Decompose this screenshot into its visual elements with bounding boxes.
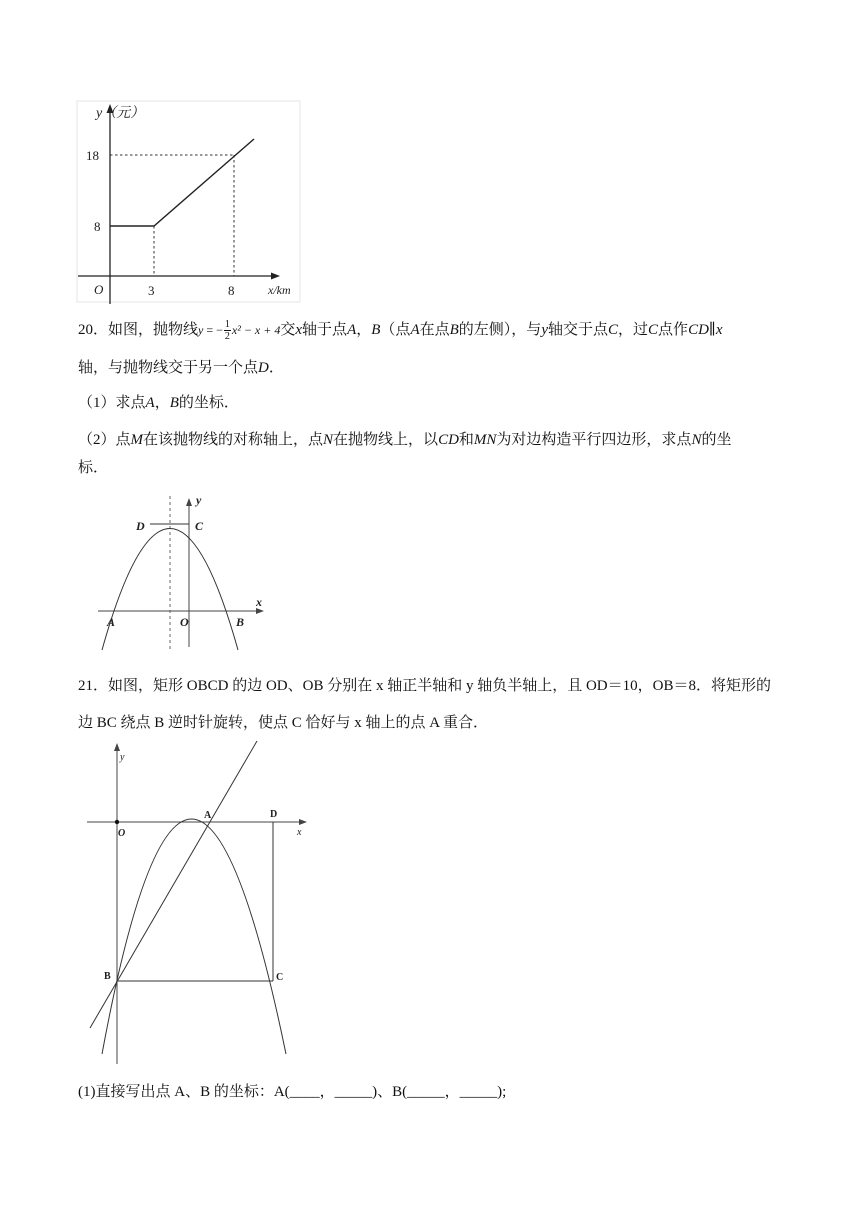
q21-line1 bbox=[78, 675, 788, 697]
var-CD: CD bbox=[688, 322, 709, 338]
q20-part2-d: 和 bbox=[458, 432, 474, 448]
part2-MN: MN bbox=[473, 432, 497, 448]
var-A2: A bbox=[410, 322, 420, 338]
formula-eq: = − bbox=[203, 323, 223, 337]
part2-N: N bbox=[323, 432, 334, 448]
tick-8: 8 bbox=[94, 219, 101, 234]
var-x2: x bbox=[715, 322, 723, 338]
formula-y: y bbox=[198, 323, 204, 337]
q20-text-2: 交 bbox=[280, 322, 296, 338]
parallel-sign: ∥ bbox=[708, 322, 716, 338]
y-axis-arrow bbox=[186, 498, 192, 506]
q20-part2-b: 在该抛物线的对称轴上，点 bbox=[143, 432, 324, 448]
label-x: x bbox=[256, 595, 262, 609]
q20-part2-line2-text: 标． bbox=[78, 460, 109, 476]
tick-18: 18 bbox=[86, 148, 99, 163]
x-axis-arrow bbox=[299, 819, 307, 825]
q21-part1 bbox=[78, 1081, 788, 1103]
label-O: O bbox=[180, 615, 189, 629]
label-A: A bbox=[204, 810, 212, 821]
q20-number: 20． bbox=[78, 322, 109, 338]
q20-text-1: 如图，抛物线 bbox=[108, 322, 199, 338]
part1-A: A bbox=[145, 395, 155, 411]
var-x: x bbox=[295, 322, 303, 338]
part1-B: B bbox=[169, 395, 179, 411]
var-B2: B bbox=[449, 322, 459, 338]
label-y: y bbox=[196, 493, 202, 507]
q20-line2-b: ． bbox=[268, 360, 284, 376]
q20-text-10: 点作 bbox=[658, 322, 689, 338]
part1-comma: ， bbox=[154, 395, 170, 411]
parabola-figure bbox=[92, 492, 272, 654]
label-y: y bbox=[120, 752, 125, 763]
q20-part2-e: 为对边构造平行四边形，求点 bbox=[496, 432, 692, 448]
label-C: C bbox=[195, 519, 204, 533]
q20-line2-a: 轴，与抛物线交于另一个点 bbox=[78, 360, 259, 376]
label-B: B bbox=[104, 971, 111, 982]
q21-part1-text: (1)直接写出点 A、B 的坐标：A(____，_____)、B(_____，_____); bbox=[78, 1084, 507, 1100]
var-B: B bbox=[371, 322, 381, 338]
q21-text-1: 如图，矩形 OBCD 的边 OD、OB 分别在 x 轴正半轴和 y 轴负半轴上，且 OD＝10，OB＝8．将矩形的 bbox=[108, 678, 771, 694]
q21-number: 21． bbox=[78, 678, 109, 694]
q21-text-2: 边 BC 绕点 B 逆时针旋转，使点 C 恰好与 x 轴上的点 A 重合． bbox=[78, 715, 489, 731]
q20-line2 bbox=[78, 357, 788, 379]
q20-text-3: 轴于点 bbox=[302, 322, 348, 338]
x-axis-arrow bbox=[271, 273, 280, 280]
label-D: D bbox=[270, 809, 278, 820]
x-axis-label: x/km bbox=[268, 283, 291, 297]
parabola-curve bbox=[102, 819, 286, 1054]
rectangle-figure bbox=[82, 738, 312, 1068]
label-A: A bbox=[107, 615, 116, 629]
label-C: C bbox=[276, 972, 284, 983]
q20-line1 bbox=[78, 319, 788, 342]
y-axis-arrow bbox=[114, 743, 120, 751]
q20-part2-a: （2）点 bbox=[78, 432, 131, 448]
part2-N2: N bbox=[691, 432, 702, 448]
line-BA bbox=[90, 741, 257, 1028]
label-O: O bbox=[118, 828, 126, 839]
tick-x3: 3 bbox=[148, 283, 155, 298]
origin-dot bbox=[115, 820, 119, 824]
origin-label: O bbox=[94, 282, 104, 297]
var-y: y bbox=[541, 322, 548, 338]
q20-text-6: 在点 bbox=[419, 322, 450, 338]
var-C: C bbox=[608, 322, 619, 338]
q20-text-8: 轴交于点 bbox=[547, 322, 608, 338]
tick-x8: 8 bbox=[228, 283, 235, 298]
q21-line2 bbox=[78, 712, 788, 734]
var-A: A bbox=[347, 322, 357, 338]
q20-part1-a: （1）求点 bbox=[78, 395, 146, 411]
q20-text-5: （点 bbox=[380, 322, 411, 338]
y-axis-label: y（元） bbox=[96, 106, 145, 121]
fare-distance-figure bbox=[76, 100, 302, 304]
var-D: D bbox=[258, 360, 269, 376]
q20-text-9: ，过 bbox=[618, 322, 649, 338]
q20-part2-f: 的坐 bbox=[701, 432, 732, 448]
part2-CD: CD bbox=[438, 432, 459, 448]
label-B: B bbox=[236, 615, 245, 629]
fraction-denominator: 2 bbox=[224, 331, 230, 343]
q20-text-7: 的左侧），与 bbox=[458, 322, 542, 338]
q20-text-4: ， bbox=[356, 322, 372, 338]
formula-fraction bbox=[224, 319, 231, 342]
q20-part2 bbox=[78, 429, 788, 451]
formula-rest: x² − x + 4 bbox=[231, 323, 281, 337]
part2-M: M bbox=[130, 432, 144, 448]
q20-part2-c: 在抛物线上，以 bbox=[333, 432, 439, 448]
part1-end: 的坐标． bbox=[178, 395, 239, 411]
fare-line bbox=[110, 139, 254, 226]
label-x: x bbox=[297, 827, 302, 838]
label-D: D bbox=[136, 519, 145, 533]
q20-part1 bbox=[78, 392, 788, 414]
fraction-numerator: 1 bbox=[224, 319, 230, 331]
q20-part2-line2 bbox=[78, 457, 788, 479]
var-C2: C bbox=[648, 322, 659, 338]
